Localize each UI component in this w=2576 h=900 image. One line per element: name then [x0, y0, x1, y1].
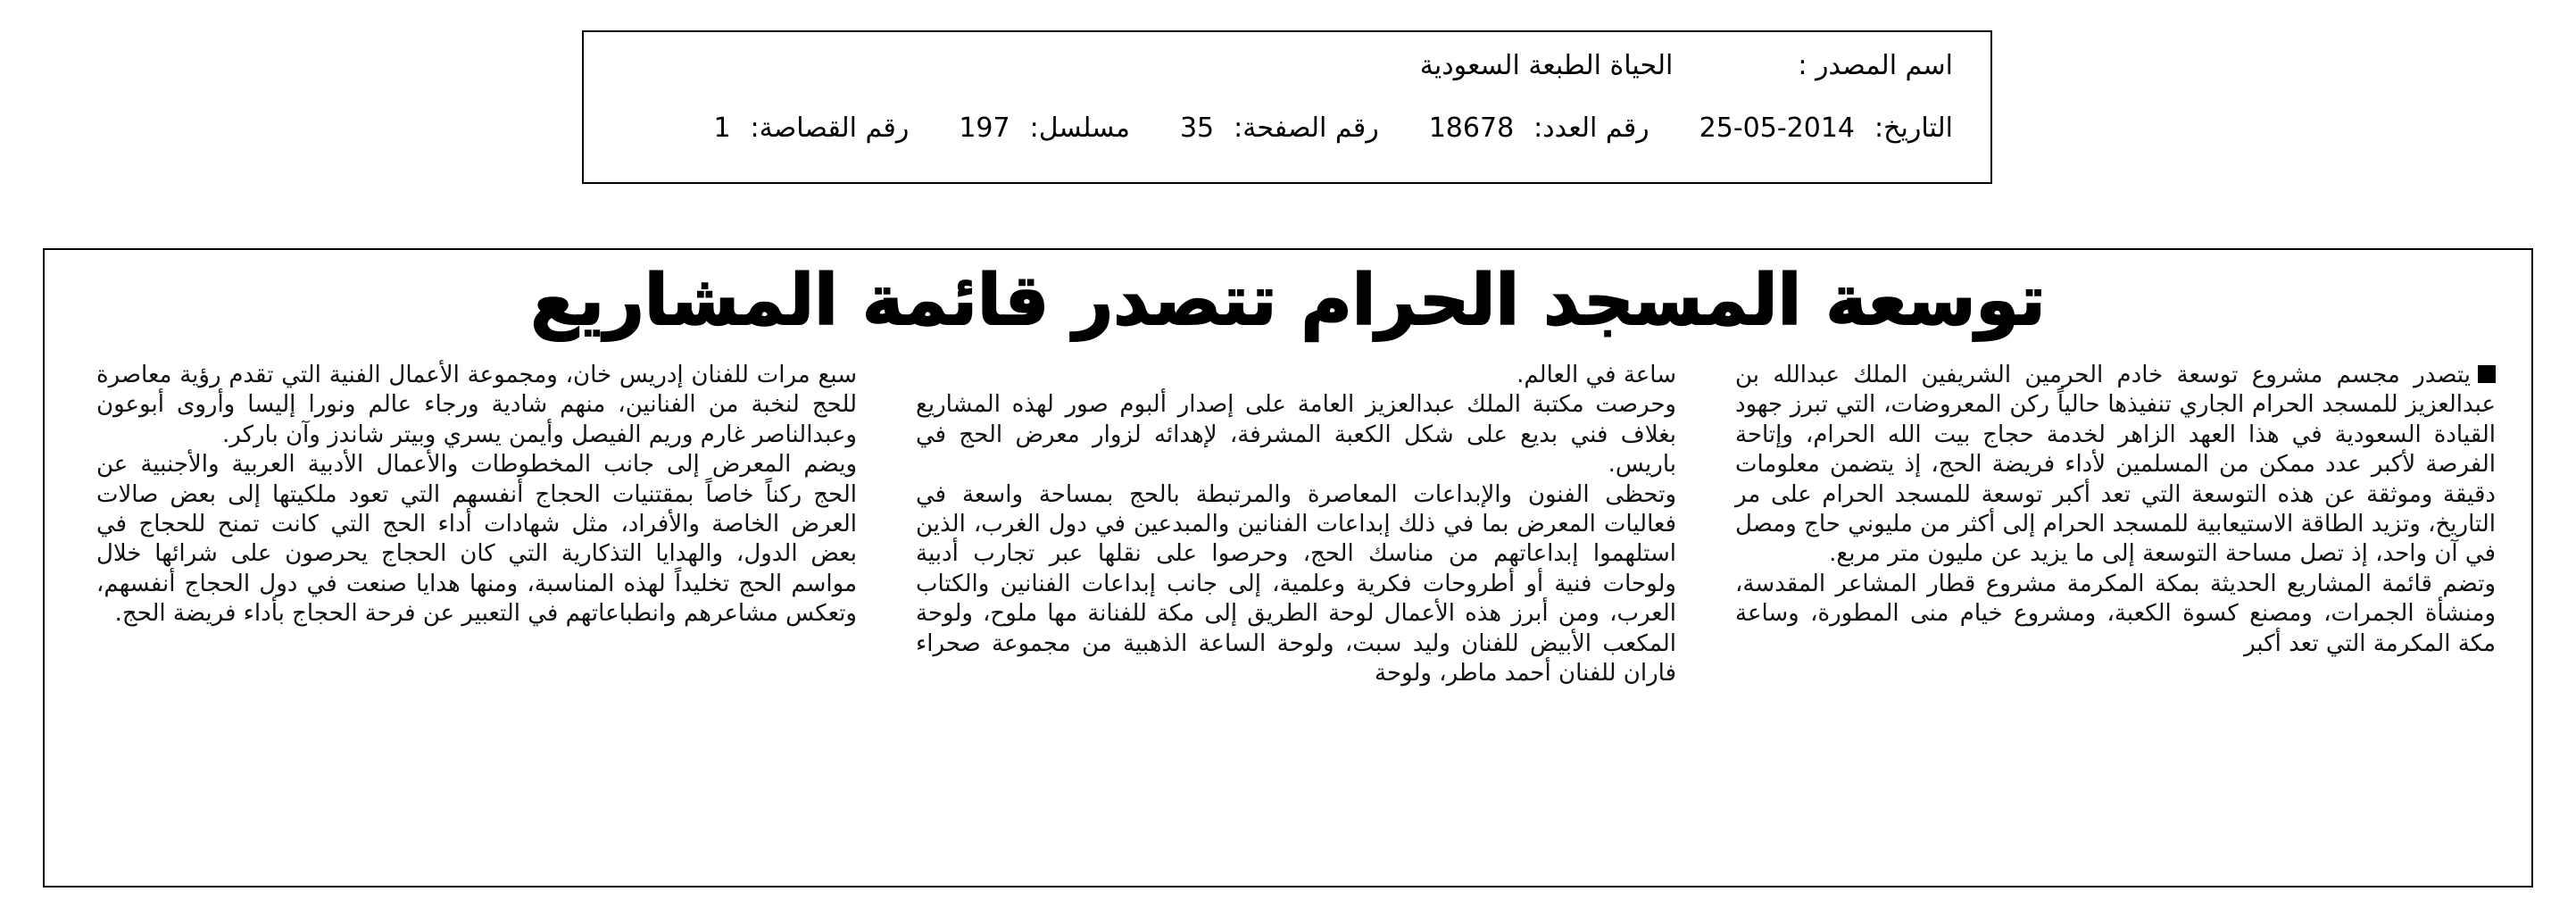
- bullet-square-icon: [2478, 365, 2496, 383]
- page-value: 35: [1179, 112, 1215, 144]
- meta-row: [713, 112, 1953, 144]
- article-paragraph: وتضم قائمة المشاريع الحديثة بمكة المكرمة مشروع قطار المشاعر المقدسة، ومنشأة الجمرات، ومصنع كسوة الكعبة، ومشروع خيام منى المطورة، وساعة مكة المكرمة التي تعد أكبر: [1735, 570, 2496, 657]
- clip-group: [713, 112, 909, 144]
- article-headline: توسعة المسجد الحرام تتصدر قائمة المشاريع: [530, 261, 2046, 341]
- article-paragraph: وحرصت مكتبة الملك عبدالعزيز العامة على إصدار ألبوم صور لهذه المشاريع بغلاف فني بديع على شكل الكعبة المشرفة، لإهدائه لزوار معرض الحج في باريس.: [916, 391, 1676, 479]
- issue-group: [1429, 112, 1649, 144]
- date-label: التاريخ:: [1874, 112, 1953, 144]
- serial-label: مسلسل:: [1029, 112, 1130, 144]
- article-paragraph: وتحظى الفنون والإبداعات المعاصرة والمرتبطة بالحج بمساحة واسعة في فعاليات المعرض بما في ذلك إبداعات الفنانين والمبدعين في دول الغرب، الذين استلهموا إبداعاتهم من مناسك الحج، وحرصوا على نقلها عبر تجارب أدبية ولوحات فنية أو أطروحات فكرية وعلمية، إلى جانب إبداعات الفنانين والكتاب العرب، ومن أبرز هذه الأعمال لوحة الطريق إلى مكة للفنانة مها ملوح، ولوحة المكعب الأبيض للفنان وليد سبت، ولوحة الساعة الذهبية من مجموعة صحراء فاران للفنان أحمد ماطر، ولوحة: [916, 480, 1676, 688]
- article-paragraph: ساعة في العالم.: [1517, 362, 1676, 388]
- source-value: الحياة الطبعة السعودية: [1419, 50, 1674, 81]
- article-column-1: [1735, 361, 2496, 659]
- date-value: 25-05-2014: [1699, 112, 1856, 144]
- issue-value: 18678: [1428, 112, 1515, 144]
- source-info-box: [582, 30, 1992, 184]
- article-paragraph: [1735, 361, 2496, 570]
- page-label: رقم الصفحة:: [1234, 112, 1379, 144]
- source-row: [1420, 50, 1953, 81]
- date-group: [1699, 112, 1953, 144]
- paragraph-text: يتصدر مجسم مشروع توسعة خادم الحرمين الشريفين الملك عبدالله بن عبدالعزيز للمسجد الحرام الجاري تنفيذها حالياً ركن المعروضات، التي تبرز جهود القيادة السعودية في هذا العهد الزاهر لخدمة حجاج بيت الله الحرام، وإتاحة الفرصة لأكبر عدد ممكن من المسلمين لأداء فريضة الحج، إذ يتضمن معلومات دقيقة وموثقة عن هذه التوسعة التي تعد أكبر توسعة للمسجد الحرام على مر التاريخ، وتزيد الطاقة الاستيعابية للمسجد الحرام إلى أكثر من مليوني حاج ومصل في آن واحد، إذ تصل مساحة التوسعة إلى ما يزيد عن مليون متر مربع.: [1735, 362, 2496, 568]
- page-group: [1180, 112, 1379, 144]
- article-frame: [43, 248, 2533, 888]
- source-label: اسم المصدر :: [1798, 50, 1953, 81]
- issue-label: رقم العدد:: [1533, 112, 1649, 144]
- clip-value: 1: [713, 112, 731, 144]
- clip-label: رقم القصاصة:: [750, 112, 910, 144]
- article-column-2: [916, 361, 1676, 688]
- article-paragraph: ويضم المعرض إلى جانب المخطوطات والأعمال الأدبية العربية والأجنبية عن الحج ركناً خاصاً بمقتنيات الحجاج أنفسهم التي تعود ملكيتها إلى بعض صالات العرض الخاصة والأفراد، مثل شهادات أداء الحج التي كانت تمنح للحجاج في بعض الدول، والهدايا التذكارية التي كان الحجاج يحرصون على شرائها خلال مواسم الحج تخليداً لهذه المناسبة، ومنها هدايا صنعت في دول الحجاج أنفسهم، وتعكس مشاعرهم وانطباعاتهم في التعبير عن فرحة الحجاج بأداء فريضة الحج.: [96, 451, 857, 628]
- serial-group: [959, 112, 1130, 144]
- article-column-3: [96, 361, 857, 629]
- serial-value: 197: [959, 112, 1010, 144]
- article-paragraph: سبع مرات للفنان إدريس خان، ومجموعة الأعمال الفنية التي تقدم رؤية معاصرة للحج لنخبة من الفنانين، منهم شادية ورجاء عالم ونورا إليسا وأروى أبوعون وعبدالناصر غارم وريم الفيصل وأيمن يسري وبيتر شاندز وآن باركر.: [96, 362, 857, 448]
